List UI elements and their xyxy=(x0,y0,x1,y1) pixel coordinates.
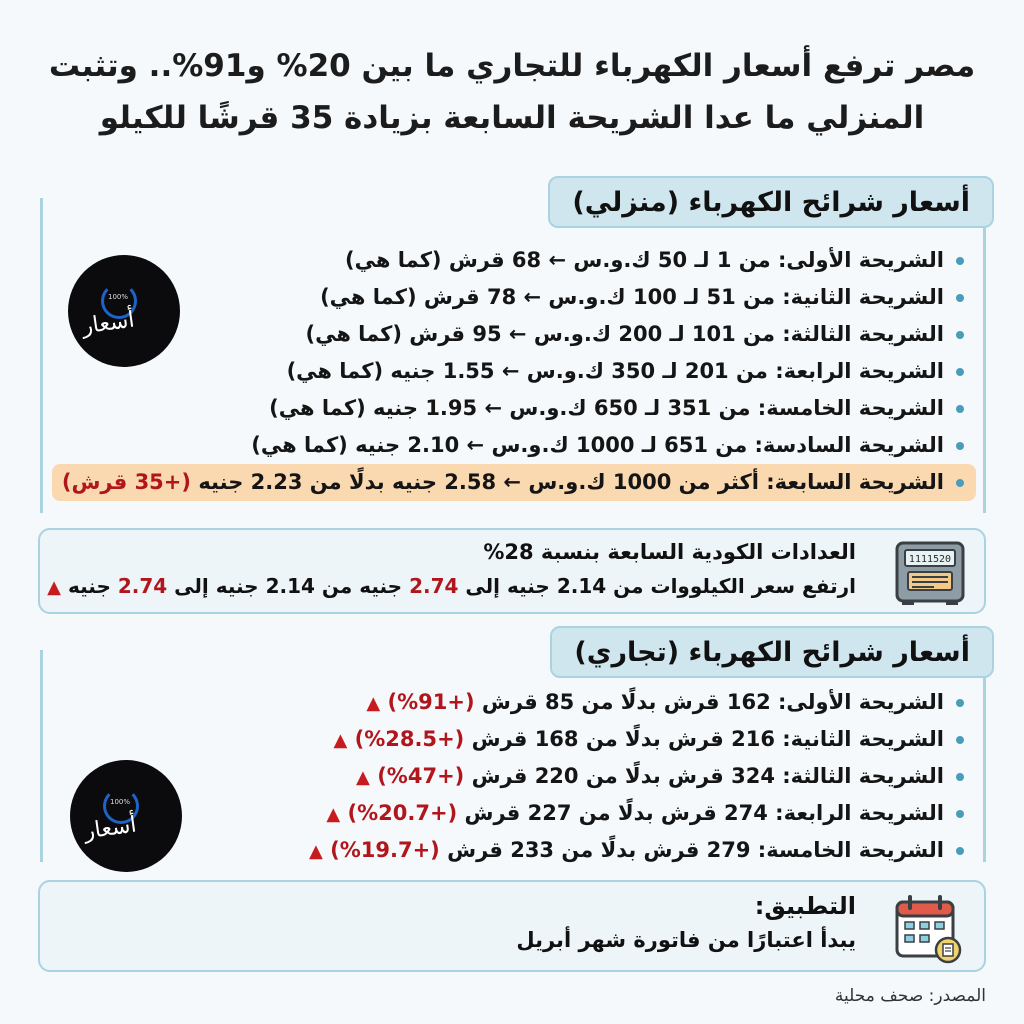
list-item: الشريحة الثانية: من 51 لـ 100 ك.و.س ← 78 قرش (كما هي) xyxy=(52,279,966,316)
commercial-section-header: أسعار شرائح الكهرباء (تجاري) xyxy=(550,626,994,678)
logo-percent: 100% xyxy=(110,798,131,806)
page-title xyxy=(30,40,994,144)
up-triangle-icon: ▲ xyxy=(356,767,370,788)
bullet-dot-icon xyxy=(956,736,964,744)
source-credit: المصدر: صحف محلية xyxy=(834,986,986,1006)
list-item: الشريحة الأولى: من 1 لـ 50 ك.و.س ← 68 قرش (كما هي) xyxy=(52,242,966,279)
list-item: الشريحة الرابعة: 274 قرش بدلًا من 227 قرش (+20.7%) ▲ xyxy=(309,795,966,832)
list-item: الشريحة الخامسة: من 351 لـ 650 ك.و.س ← 1.95 جنيه (كما هي) xyxy=(52,390,966,427)
list-item: الشريحة الثانية: 216 قرش بدلًا من 168 قرش (+28.5%) ▲ xyxy=(309,721,966,758)
meter-info-box xyxy=(38,528,986,614)
commercial-tier-list xyxy=(309,684,966,869)
application-title: التطبيق: xyxy=(754,892,856,920)
meter-description: ارتفع سعر الكيلووات من 2.14 جنيه إلى 2.74 جنيه من 2.14 جنيه إلى 2.74 جنيه ▲ xyxy=(47,574,856,598)
list-item: الشريحة السادسة: من 651 لـ 1000 ك.و.س ← 2.10 جنيه (كما هي) xyxy=(52,427,966,464)
list-item: الشريحة الرابعة: من 201 لـ 350 ك.و.س ← 1.55 جنيه (كما هي) xyxy=(52,353,966,390)
up-triangle-icon: ▲ xyxy=(47,577,62,598)
meter-title: العدادات الكودية السابعة بنسبة 28% xyxy=(483,540,856,564)
seventh-tier-increase: (+35 قرش) xyxy=(61,470,191,494)
application-box xyxy=(38,880,986,972)
list-item: الشريحة الأولى: 162 قرش بدلًا من 85 قرش (+91%) ▲ xyxy=(309,684,966,721)
up-triangle-icon: ▲ xyxy=(308,841,323,862)
list-item: الشريحة الثالثة: من 101 لـ 200 ك.و.س ← 95 قرش (كما هي) xyxy=(52,316,966,353)
logo-word: أسعار xyxy=(80,307,136,340)
meter-new-value: 2.74 xyxy=(409,574,459,598)
meter-new-value-2: 2.74 xyxy=(117,574,168,598)
bullet-dot-icon xyxy=(956,479,964,487)
up-triangle-icon: ▲ xyxy=(366,693,381,714)
home-section-header: أسعار شرائح الكهرباء (منزلي) xyxy=(548,176,994,228)
bullet-dot-icon xyxy=(956,294,964,302)
title-line-1: مصر ترفع أسعار الكهرباء للتجاري ما بين 20% و91%.. وتثبت xyxy=(48,48,976,84)
list-item: الشريحة الخامسة: 279 قرش بدلًا من 233 قرش (+19.7%) ▲ xyxy=(309,832,966,869)
electric-meter-icon xyxy=(894,540,966,606)
bullet-dot-icon xyxy=(956,699,964,707)
bullet-dot-icon xyxy=(956,331,964,339)
logo-percent: 100% xyxy=(108,293,129,301)
up-triangle-icon: ▲ xyxy=(333,730,348,751)
title-line-2: المنزلي ما عدا الشريحة السابعة بزيادة 35 قرشًا للكيلو xyxy=(99,100,925,136)
seventh-tier-highlight: الشريحة السابعة: أكثر من 1000 ك.و.س ← 2.58 جنيه بدلًا من 2.23 جنيه (+35 قرش) xyxy=(52,464,976,501)
bullet-dot-icon xyxy=(956,442,964,450)
bullet-dot-icon xyxy=(956,773,964,781)
application-description: يبدأ اعتبارًا من فاتورة شهر أبريل xyxy=(516,928,856,952)
bullet-dot-icon xyxy=(956,257,964,265)
home-tier-list xyxy=(52,242,966,501)
list-item: الشريحة الثالثة: 324 قرش بدلًا من 220 قرش (+47%) ▲ xyxy=(309,758,966,795)
bullet-dot-icon xyxy=(956,810,964,818)
up-triangle-icon: ▲ xyxy=(326,804,341,825)
logo-word: أسعار xyxy=(82,812,138,845)
bullet-dot-icon xyxy=(956,405,964,413)
calendar-icon xyxy=(894,894,962,964)
bullet-dot-icon xyxy=(956,368,964,376)
meter-display: 1111520 xyxy=(908,554,952,565)
bullet-dot-icon xyxy=(956,847,964,855)
brand-logo xyxy=(70,760,182,872)
